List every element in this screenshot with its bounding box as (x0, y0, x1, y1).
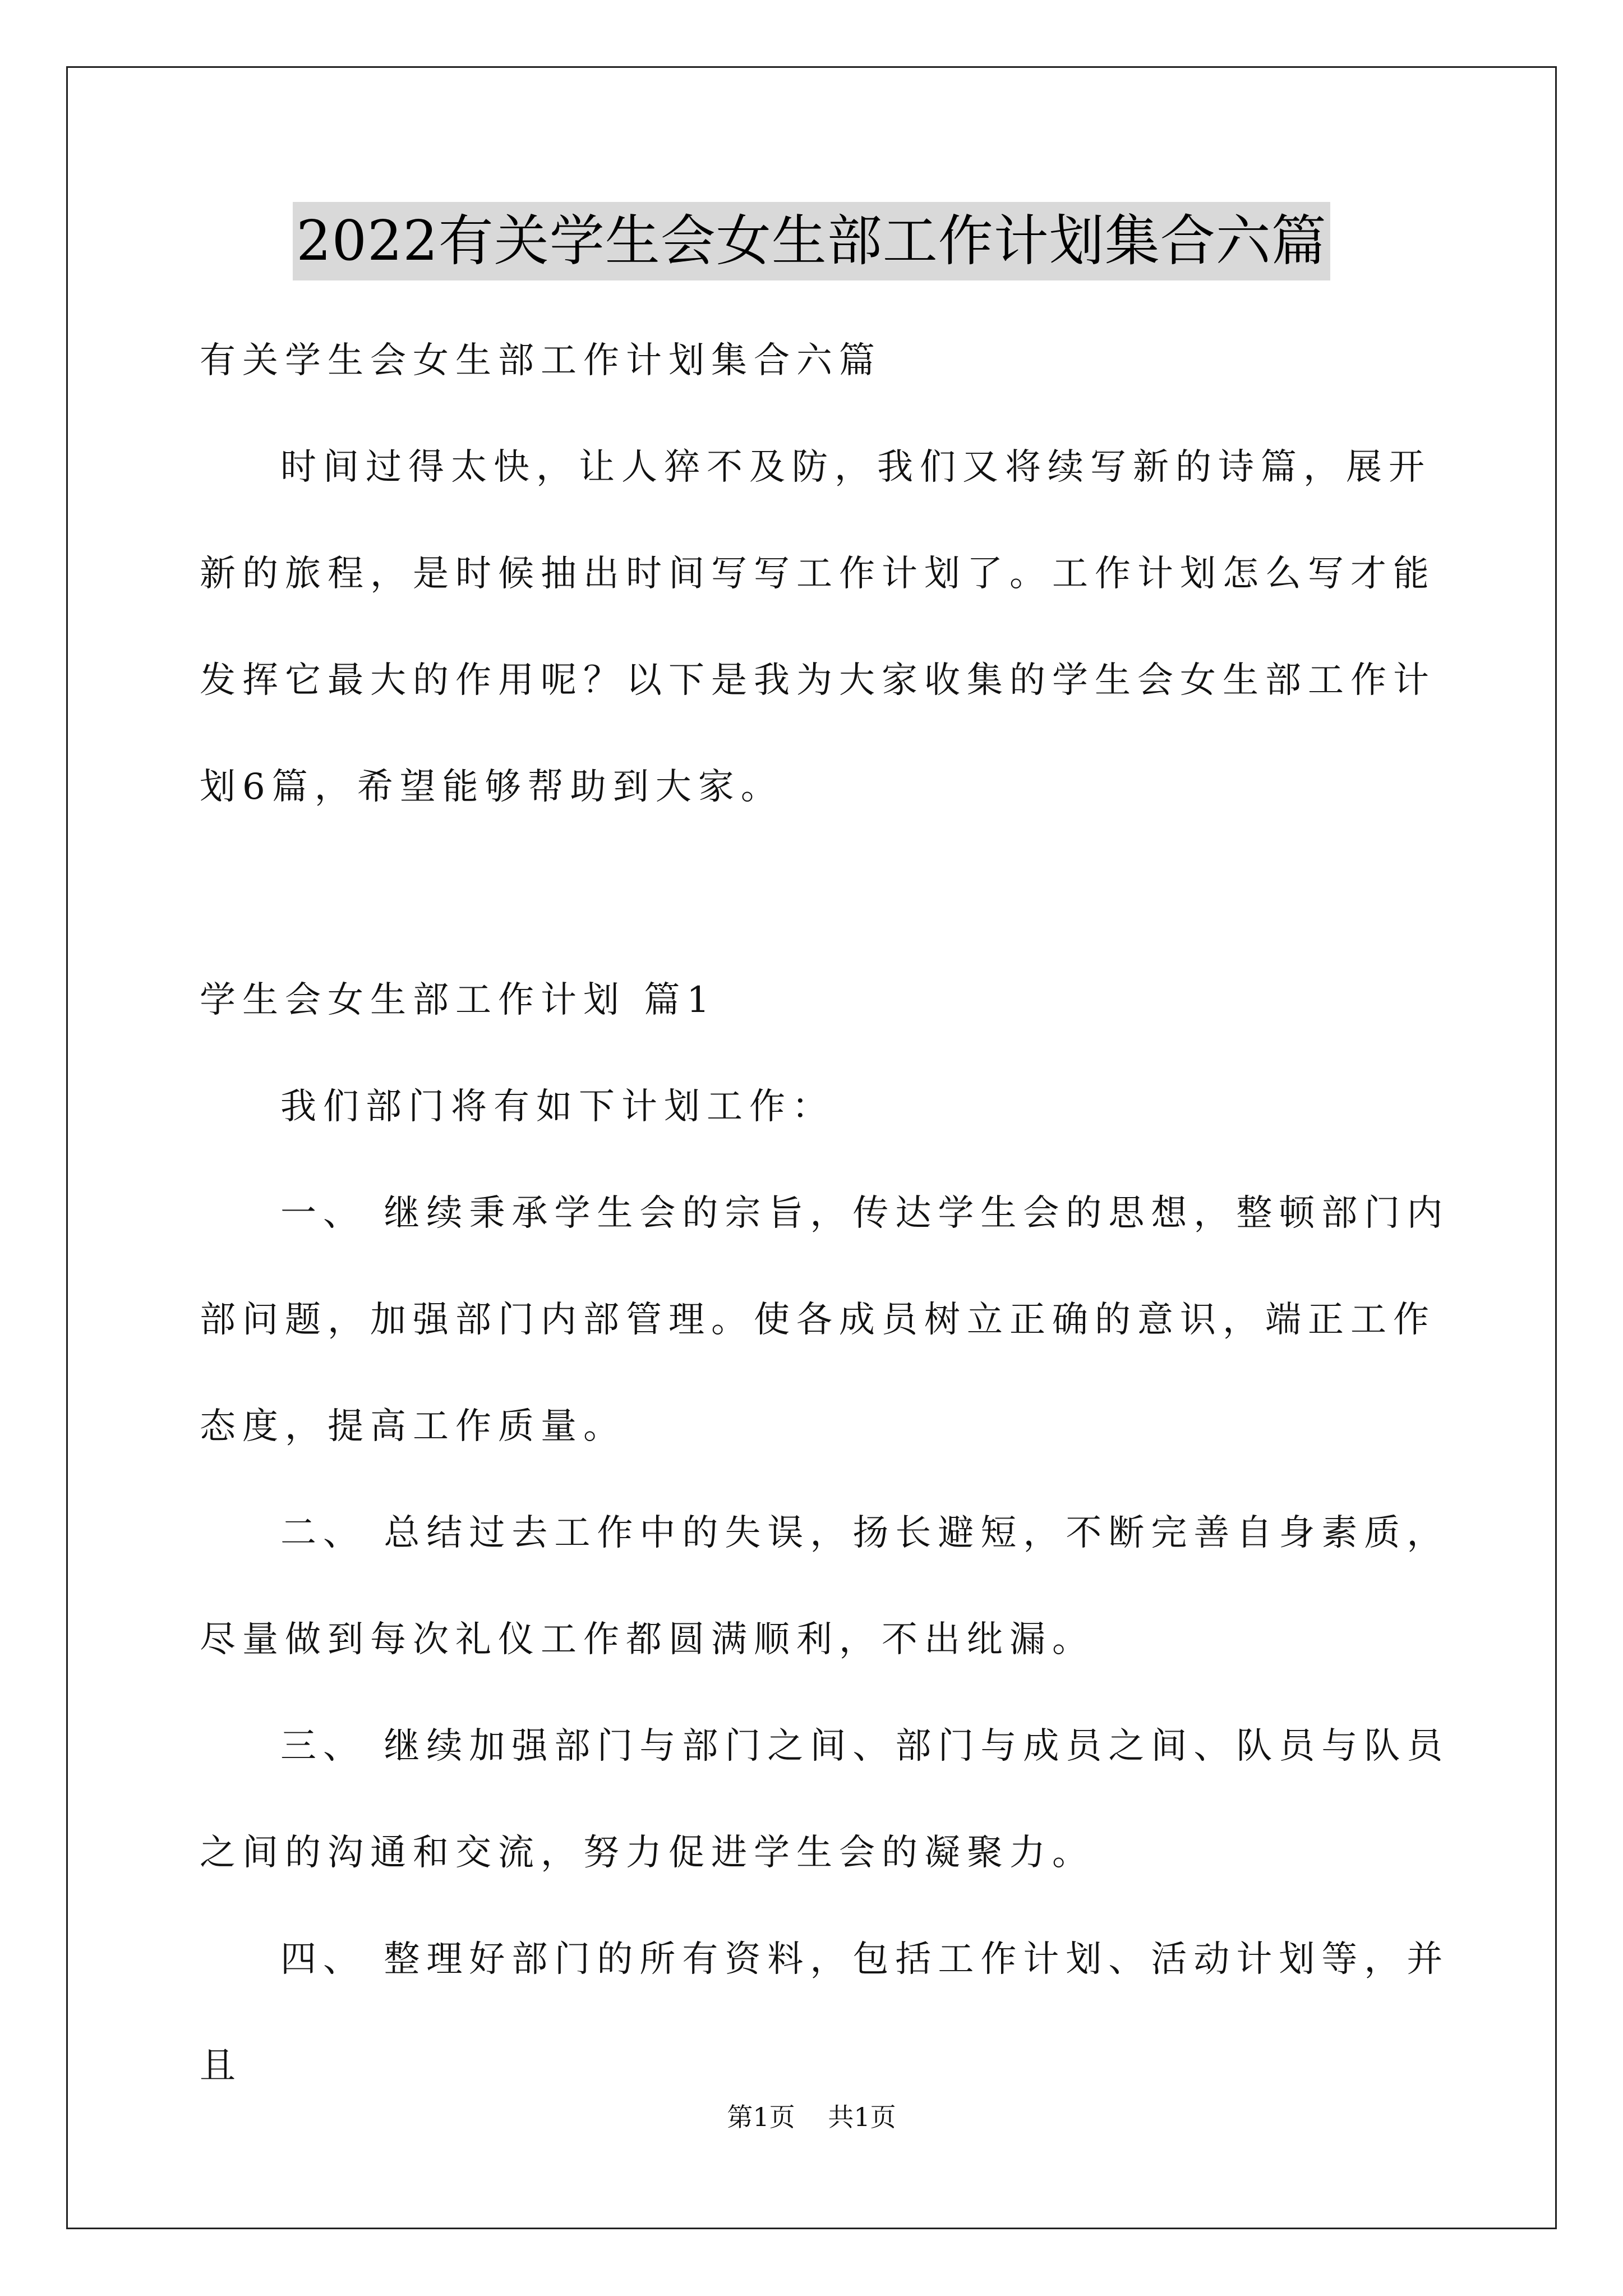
page-footer (0, 2097, 1623, 2134)
section-heading: 学生会女生部工作计划 篇1 (200, 979, 717, 1021)
list-item: 二、 总结过去工作中的失误，扬长避短，不断完善自身素质，尽量做到每次礼仪工作都圆满顺利，不出纰漏。 (200, 1512, 1450, 1660)
document-subtitle: 有关学生会女生部工作计划集合六篇 (200, 340, 882, 381)
title-container (0, 202, 1623, 280)
page-number-total: 共1页 (828, 2102, 896, 2132)
page-number-current: 第1页 (727, 2102, 795, 2132)
list-item: 一、 继续秉承学生会的宗旨，传达学生会的思想，整顿部门内部问题，加强部门内部管理。使各成员树立正确的意识，端正工作态度，提高工作质量。 (200, 1193, 1450, 1447)
document-body (200, 307, 1456, 2119)
lead-paragraph: 我们部门将有如下计划工作： (280, 1086, 834, 1128)
intro-paragraph: 时间过得太快，让人猝不及防，我们又将续写新的诗篇，展开新的旅程，是时候抽出时间写写工作计划了。工作计划怎么写才能发挥它最大的作用呢？以下是我为大家收集的学生会女生部工作计划6篇，希望能够帮助到大家。 (200, 447, 1436, 808)
document-title: 2022有关学生会女生部工作计划集合六篇 (293, 202, 1330, 280)
list-item: 三、 继续加强部门与部门之间、部门与成员之间、队员与队员之间的沟通和交流，努力促进学生会的凝聚力。 (200, 1726, 1450, 1874)
list-item: 四、 整理好部门的所有资料，包括工作计划、活动计划等，并且 (200, 1939, 1450, 2087)
